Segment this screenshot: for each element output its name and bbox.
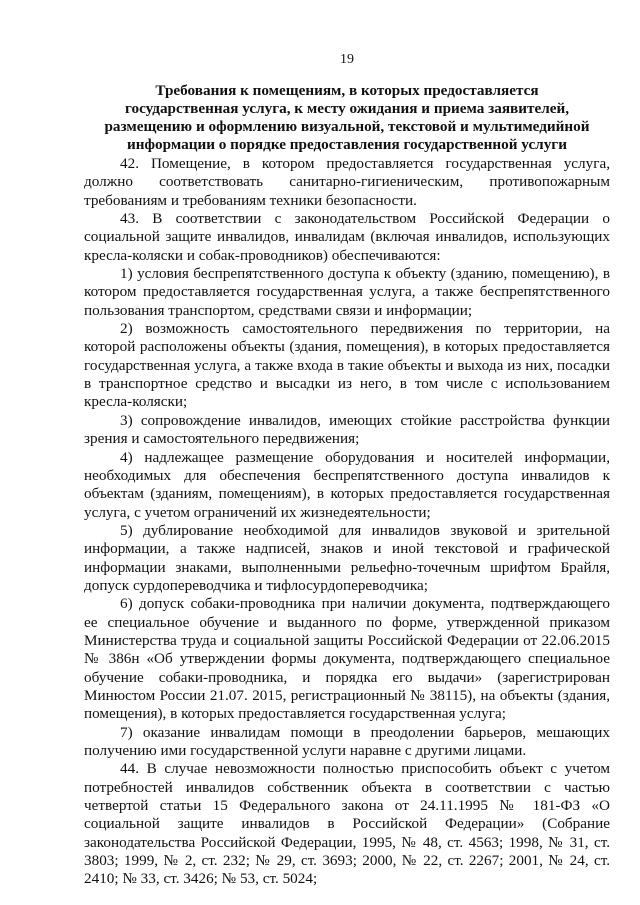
section-title-line-2: государственная услуга, к месту ожидания и приема заявителей, bbox=[124, 100, 570, 117]
section-title-line-1: Требования к помещениям, в которых предоставляется bbox=[155, 82, 539, 99]
paragraph-43-item-2: 2) возможность самостоятельного передвижения по территории, на которой расположены объекты (здания, помещения), в которых предоставляется государственная услуга, а также входа в такие объекты и выхода из них, посадки в транспортное средство и высадки из него, в том числе с использованием кресла-коляски; bbox=[84, 320, 610, 411]
paragraph-43: 43. В соответствии с законодательством Российской Федерации о социальной защите инвалидов, инвалидам (включая инвалидов, использующих кресла-коляски и собак-проводников) обеспечиваются: bbox=[84, 210, 610, 264]
section-title-line-3: размещению и оформлению визуальной, текстовой и мультимедийной bbox=[104, 118, 590, 135]
paragraph-43-item-5: 5) дублирование необходимой для инвалидов звуковой и зрительной информации, а также надписей, знаков и иной текстовой и графической информации знаками, выполненными рельефно-точечным шрифтом Брайля, допуск сурдопереводчика и тифлосурдопереводчика; bbox=[84, 521, 610, 594]
paragraph-43-item-7: 7) оказание инвалидам помощи в преодолении барьеров, мешающих получению ими государственной услуги наравне с другими лицами. bbox=[84, 723, 610, 759]
paragraph-44: 44. В случае невозможности полностью приспособить объект с учетом потребностей инвалидов собственник объекта в соответствии с частью четвертой статьи 15 Федерального закона от 24.11.1995 № 181-ФЗ «О социальной защите инвалидов в Российской Федерации» (Собрание законодательства Российской Федерации, 1995, № 48, ст. 4563; 1998, № 31, ст. 3803; 1999, № 2, ст. 232; № 29, ст. 3693; 2000, № 22, ст. 2267; 2001, № 24, ст. 2410; № 33, ст. 3426; № 53, ст. 5024; bbox=[84, 760, 610, 888]
paragraph-43-item-1: 1) условия беспрепятственного доступа к объекту (зданию, помещению), в котором предоставляется государственная услуга, а также беспрепятственного пользования транспортом, средствами связи и информации; bbox=[84, 265, 610, 319]
section-title bbox=[84, 82, 610, 154]
paragraph-43-item-4: 4) надлежащее размещение оборудования и носителей информации, необходимых для обеспечения беспрепятственного доступа инвалидов к объектам (зданиям, помещениям), в которых предоставляется государственная услуга, с учетом ограничений их жизнедеятельности; bbox=[84, 448, 610, 521]
page-number: 19 bbox=[340, 52, 354, 67]
document-page bbox=[84, 52, 610, 889]
paragraph-42: 42. Помещение, в котором предоставляется государственная услуга, должно соответствовать санитарно-гигиеническим, противопожарным требованиям и требованиям техники безопасности. bbox=[84, 155, 610, 209]
section-title-line-4: информации о порядке предоставления государственной услуги bbox=[127, 136, 567, 153]
paragraph-43-item-3: 3) сопровождение инвалидов, имеющих стойкие расстройства функции зрения и самостоятельного передвижения; bbox=[84, 411, 610, 448]
paragraph-43-item-6: 6) допуск собаки-проводника при наличии документа, подтверждающего ее специальное обучение и выданного по форме, утвержденной приказом Министерства труда и социальной защиты Российской Федерации от 22.06.2015 № 386н «Об утверждении формы документа, подтверждающего специальное обучение собаки-проводника, и порядка его выдачи» (зарегистрирован Минюстом России 21.07. 2015, регистрационный № 38115), на объекты (здания, помещения), в которых предоставляется государственная услуга; bbox=[84, 595, 610, 723]
